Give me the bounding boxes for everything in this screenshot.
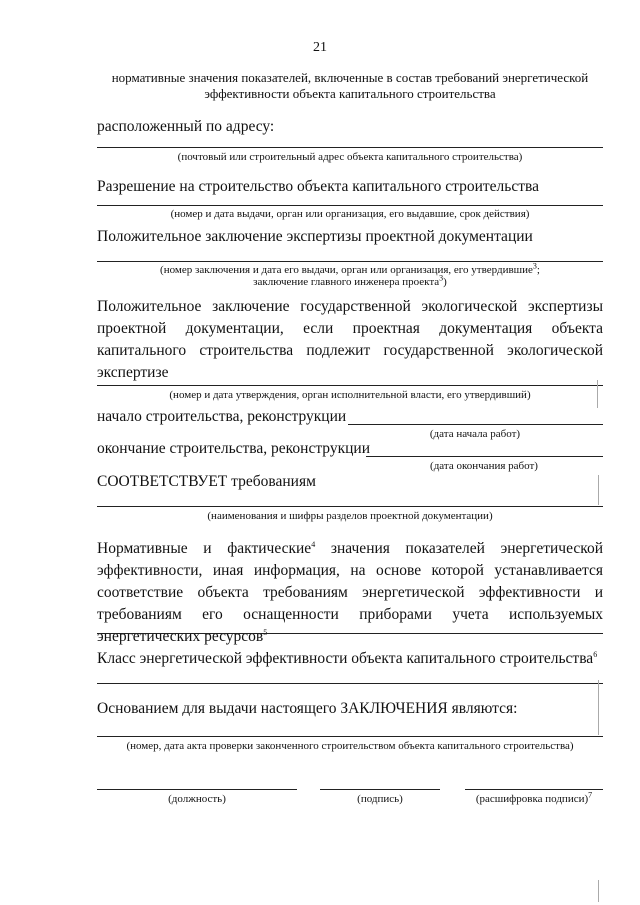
address-caption: (почтовый или строительный адрес объекта капитального строительства) <box>177 151 523 163</box>
decode-line <box>465 789 603 790</box>
scan-mark <box>598 680 599 735</box>
expertise-caption-1-end: ; <box>536 264 540 276</box>
footnote-6-ref: 6 <box>593 649 598 659</box>
eco-expertise-paragraph: Положительное заключение государственной экологической экспертизы проектной документации, если проектная документация объекта капитального строительства подлежит государственной экологической экспертизе <box>97 298 603 381</box>
eco-expertise-line <box>97 385 603 386</box>
position-caption: (должность) <box>168 793 226 805</box>
position-line <box>97 789 297 790</box>
expertise-line <box>97 261 603 262</box>
address-line <box>97 147 603 148</box>
expertise-caption-1: (номер заключения и дата его выдачи, орган или организация, его утвердившие <box>160 264 533 276</box>
start-caption: (дата начала работ) <box>429 428 521 440</box>
end-line <box>366 456 603 457</box>
scan-mark <box>597 380 598 408</box>
footnote-3-ref-2: 3 <box>439 273 444 283</box>
decode-caption-text: (расшифровка подписи) <box>475 793 589 805</box>
scan-mark <box>598 475 599 505</box>
energy-class-line <box>97 683 603 684</box>
basis-label: Основанием для выдачи настоящего ЗАКЛЮЧЕНИЯ являются: <box>97 700 518 717</box>
expertise-caption <box>97 261 603 288</box>
end-caption: (дата окончания работ) <box>430 460 538 472</box>
complies-label: СООТВЕТСТВУЕТ требованиям <box>97 473 316 490</box>
energy-class-text: Класс энергетической эффективности объекта капитального строительства <box>97 650 594 667</box>
values-text-a: Нормативные и фактические <box>97 540 312 557</box>
values-line <box>97 633 603 634</box>
address-label: расположенный по адресу: <box>97 118 275 135</box>
permit-line <box>97 205 603 206</box>
eco-expertise-caption: (номер и дата утверждения, орган исполнительной власти, его утвердивший) <box>169 389 531 401</box>
section-heading: нормативные значения показателей, включенные в состав требований энергетической эффективности объекта капитального строительства <box>111 70 589 101</box>
values-paragraph <box>97 538 603 648</box>
basis-caption: (номер, дата акта проверки законченного строительством объекта капитального строительства) <box>126 740 574 752</box>
footnote-5-ref: 5 <box>263 627 268 637</box>
scan-mark <box>598 880 599 902</box>
footnote-7-ref: 7 <box>588 790 593 800</box>
complies-line <box>97 506 603 507</box>
expertise-caption-2-end: ) <box>443 276 447 288</box>
signature-caption: (подпись) <box>357 793 403 805</box>
permit-caption: (номер и дата выдачи, орган или организация, его выдавшие, срок действия) <box>170 208 530 220</box>
footnote-4-ref: 4 <box>311 539 316 549</box>
start-line <box>348 424 603 425</box>
complies-caption: (наименования и шифры разделов проектной документации) <box>207 510 493 522</box>
expertise-caption-2: заключение главного инженера проекта <box>253 276 440 288</box>
expertise-label: Положительное заключение экспертизы проектной документации <box>97 228 533 245</box>
permit-label: Разрешение на строительство объекта капитального строительства <box>97 178 539 195</box>
end-label: окончание строительства, реконструкции <box>97 440 371 457</box>
basis-line <box>97 736 603 737</box>
footnote-3-ref: 3 <box>532 261 537 271</box>
values-text-b: значения показателей энергетической эффективности, иная информация, на основе которой устанавливается соответствие объекта требованиям энергетической эффективности и требованиям его оснащенности приборами учета используемых энергетических ресурсов <box>97 540 604 645</box>
energy-class-label <box>97 650 597 668</box>
signature-line <box>320 789 440 790</box>
page-number: 21 <box>313 40 327 55</box>
decode-caption <box>465 790 603 805</box>
start-label: начало строительства, реконструкции <box>97 408 347 425</box>
